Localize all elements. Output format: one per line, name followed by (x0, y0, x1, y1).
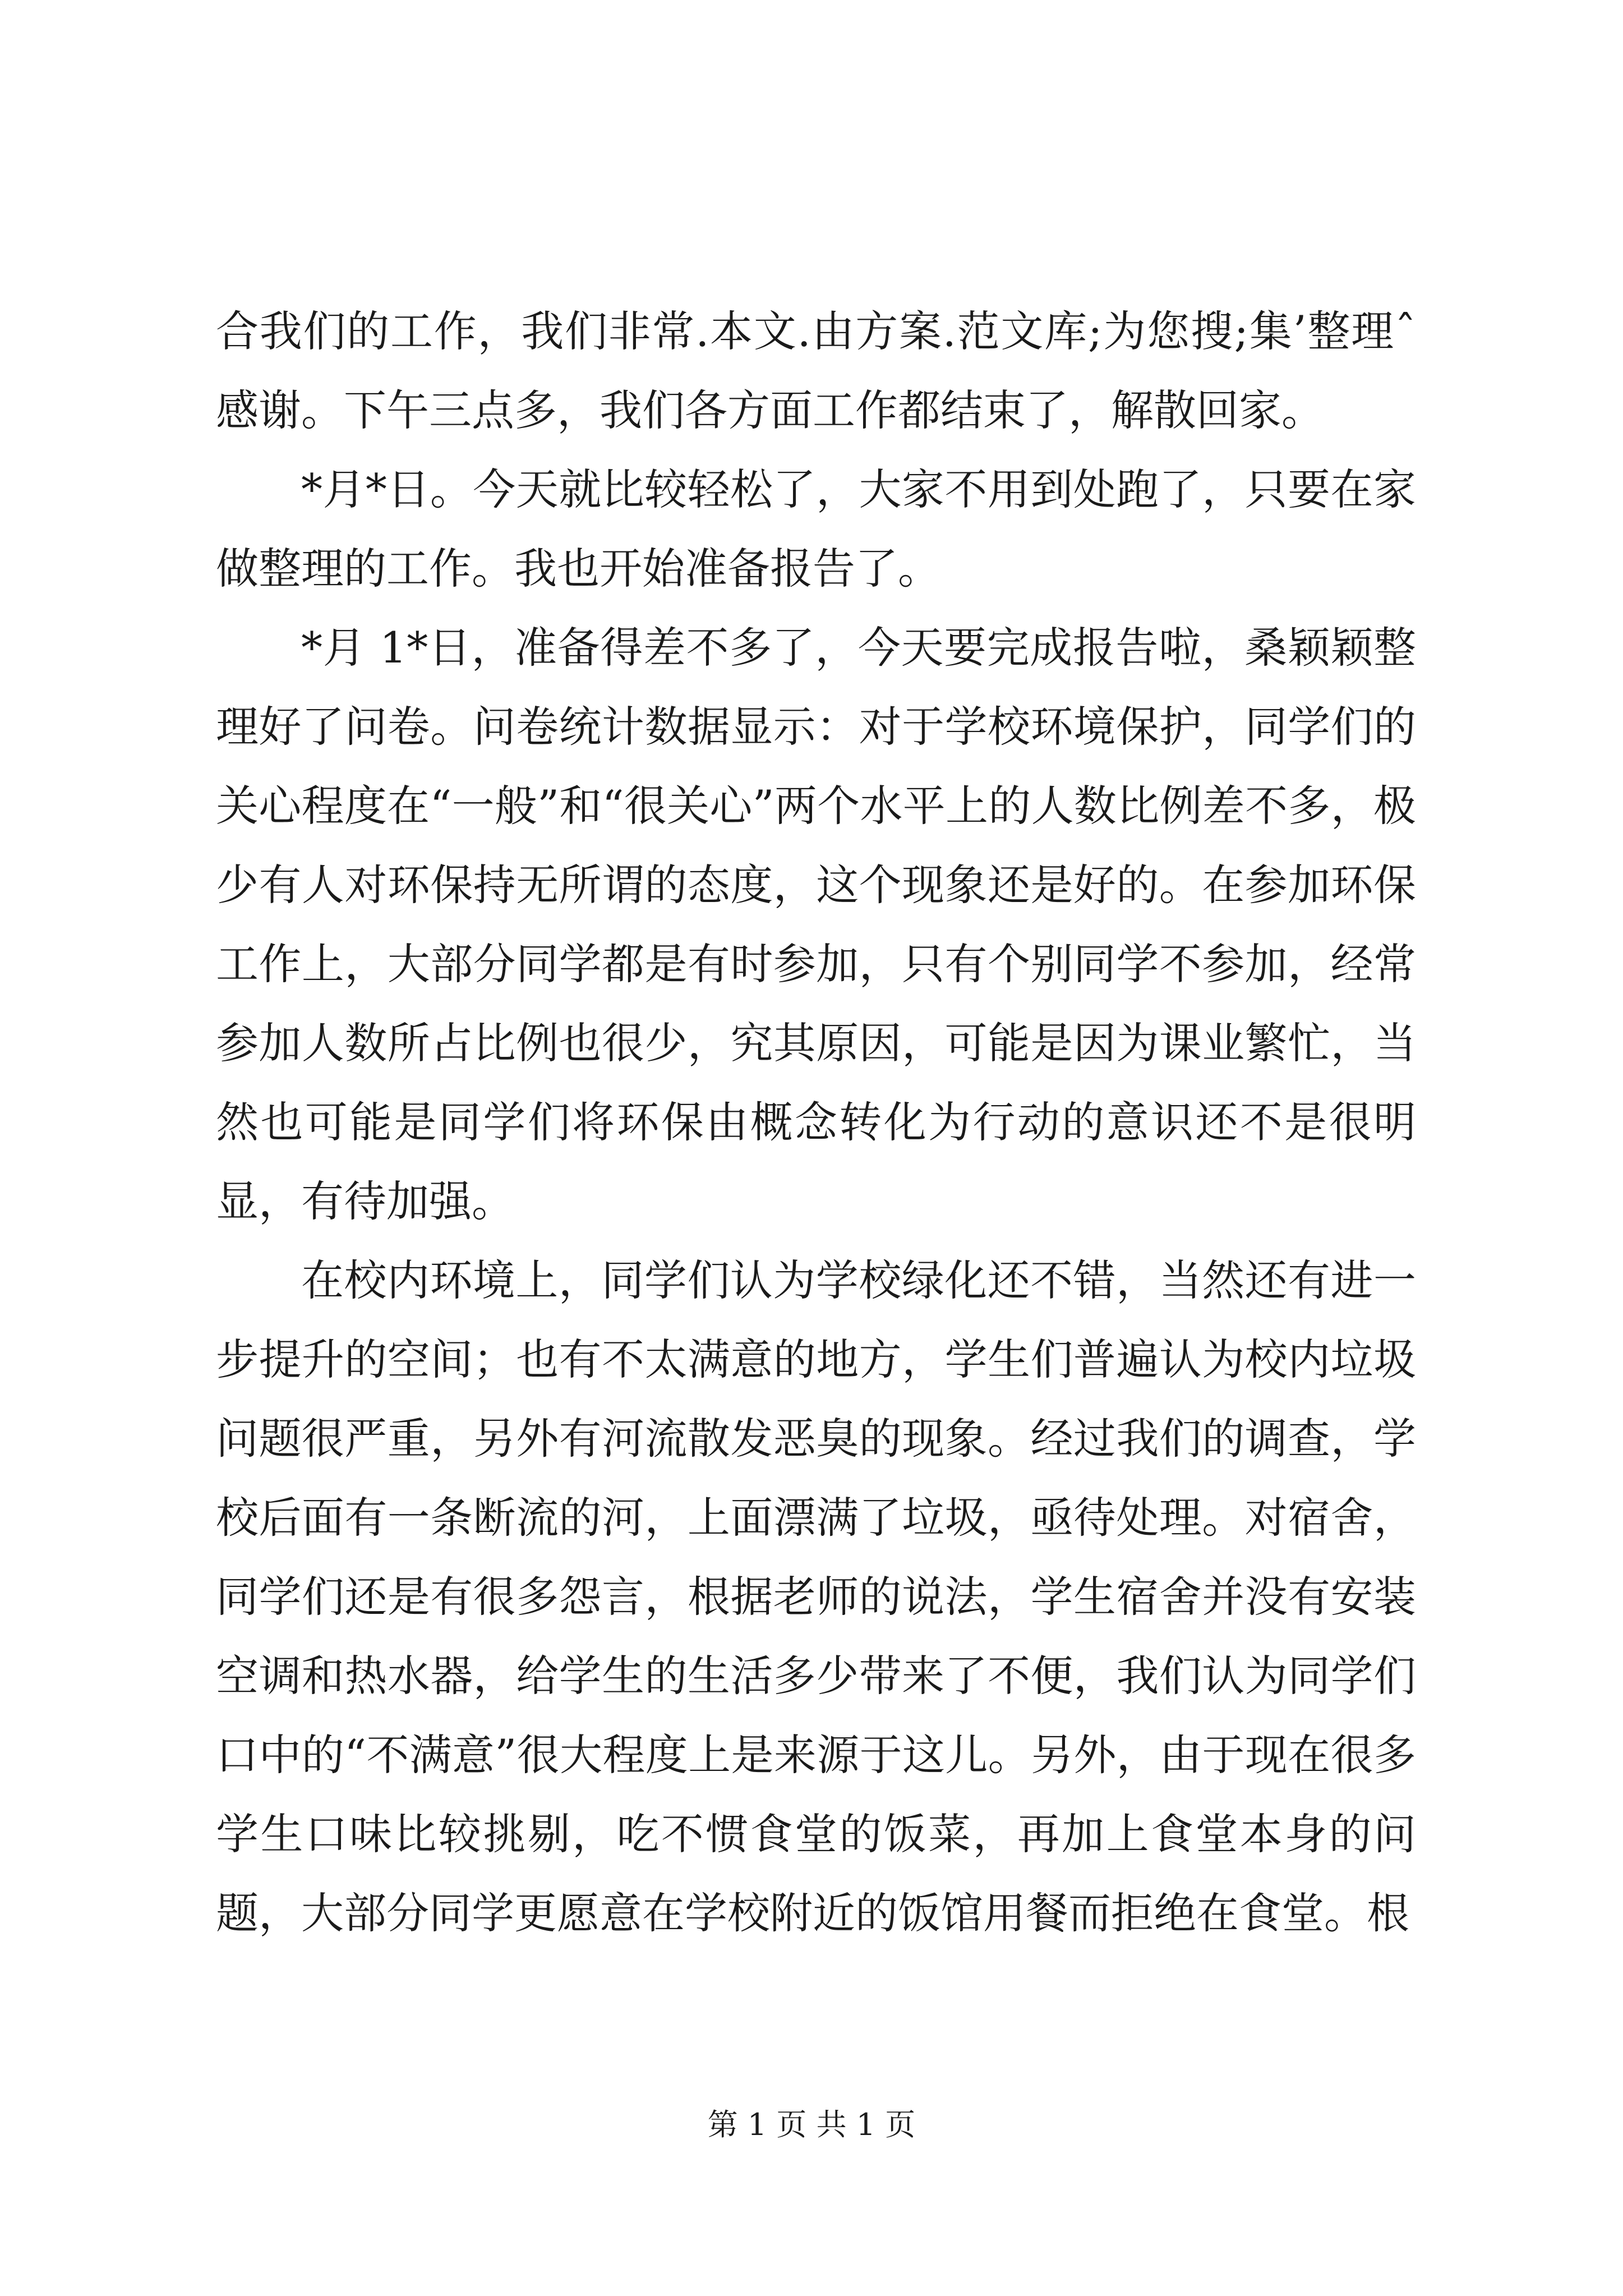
paragraph-1: 合我们的工作，我们非常.本文.由方案.范文库;为您搜;集’整理ˆ感谢。下午三点多，我们各方面工作都结束了，解散回家。 (216, 306, 1416, 435)
paragraph-3: *月 1*日，准备得差不多了，今天要完成报告啦，桑颖颖整理好了问卷。问卷统计数据显示：对于学校环境保护，同学们的关心程度在“一般”和“很关心”两个水平上的人数比例差不多，极少有人对环保持无所谓的态度，这个现象还是好的。在参加环保工作上，大部分同学都是有时参加，只有个别同学不参加，经常参加人数所占比例也很少，究其原因，可能是因为课业繁忙，当然也可能是同学们将环保由概念转化为行动的意识还不是很明显，有待加强。 (216, 623, 1416, 1226)
document-body (216, 292, 1416, 1953)
paragraph-4: 在校内环境上，同学们认为学校绿化还不错，当然还有进一步提升的空间；也有不太满意的地方，学生们普遍认为校内垃圾问题很严重，另外有河流散发恶臭的现象。经过我们的调查，学校后面有一条断流的河，上面漂满了垃圾，亟待处理。对宿舍，同学们还是有很多怨言，根据老师的说法，学生宿舍并没有安装空调和热水器，给学生的生活多少带来了不便，我们认为同学们口中的“不满意”很大程度上是来源于这儿。另外，由于现在很多学生口味比较挑剔，吃不惯食堂的饭菜，再加上食堂本身的问题，大部分同学更愿意在学校附近的饭馆用餐而拒绝在食堂。根 (216, 1255, 1416, 1938)
paragraph-2: *月*日。今天就比较轻松了，大家不用到处跑了，只要在家做整理的工作。我也开始准备报告了。 (216, 464, 1416, 593)
page-footer: 第 1 页 共 1 页 (707, 2107, 916, 2142)
